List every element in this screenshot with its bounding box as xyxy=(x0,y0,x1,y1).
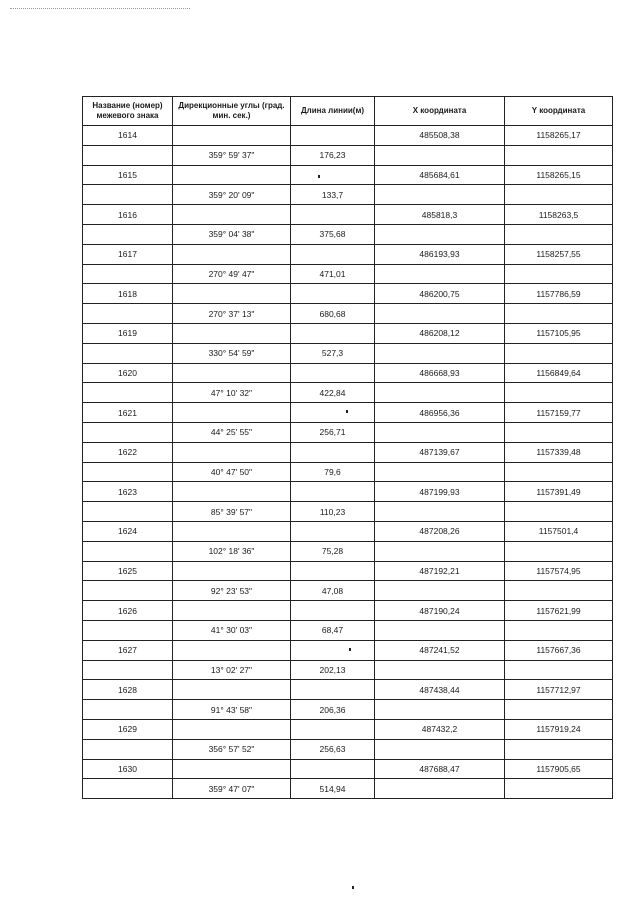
empty-x-cell xyxy=(375,541,505,561)
empty-y-cell xyxy=(505,660,613,680)
direction-angle-cell: 102° 18' 36" xyxy=(173,541,291,561)
empty-length-cell xyxy=(291,561,375,581)
empty-angle-cell xyxy=(173,403,291,423)
empty-length-cell xyxy=(291,680,375,700)
empty-name-cell xyxy=(83,422,173,442)
header-x: X координата xyxy=(375,97,505,126)
x-coordinate-cell: 487199,93 xyxy=(375,482,505,502)
direction-angle-cell: 47° 10' 32" xyxy=(173,383,291,403)
direction-angle-cell: 85° 39' 57" xyxy=(173,502,291,522)
segment-row xyxy=(83,343,613,363)
empty-y-cell xyxy=(505,383,613,403)
y-coordinate-cell: 1158265,15 xyxy=(505,165,613,185)
point-row xyxy=(83,323,613,343)
line-length-cell: 176,23 xyxy=(291,145,375,165)
empty-name-cell xyxy=(83,383,173,403)
empty-x-cell xyxy=(375,462,505,482)
empty-y-cell xyxy=(505,620,613,640)
empty-length-cell xyxy=(291,521,375,541)
point-name-cell: 1619 xyxy=(83,323,173,343)
empty-angle-cell xyxy=(173,126,291,146)
y-coordinate-cell: 1157621,99 xyxy=(505,601,613,621)
point-row xyxy=(83,205,613,225)
empty-length-cell xyxy=(291,719,375,739)
point-name-cell: 1626 xyxy=(83,601,173,621)
y-coordinate-cell: 1157391,49 xyxy=(505,482,613,502)
empty-y-cell xyxy=(505,343,613,363)
segment-row xyxy=(83,462,613,482)
point-row xyxy=(83,482,613,502)
y-coordinate-cell: 1157712,97 xyxy=(505,680,613,700)
direction-angle-cell: 13° 02' 27" xyxy=(173,660,291,680)
empty-length-cell xyxy=(291,363,375,383)
line-length-cell: 47,08 xyxy=(291,581,375,601)
direction-angle-cell: 91° 43' 58" xyxy=(173,700,291,720)
empty-y-cell xyxy=(505,224,613,244)
point-name-cell: 1627 xyxy=(83,640,173,660)
empty-angle-cell xyxy=(173,284,291,304)
empty-length-cell xyxy=(291,126,375,146)
x-coordinate-cell: 485684,61 xyxy=(375,165,505,185)
empty-name-cell xyxy=(83,739,173,759)
y-coordinate-cell: 1156849,64 xyxy=(505,363,613,383)
x-coordinate-cell: 487241,52 xyxy=(375,640,505,660)
empty-y-cell xyxy=(505,779,613,799)
empty-name-cell xyxy=(83,620,173,640)
x-coordinate-cell: 487432,2 xyxy=(375,719,505,739)
empty-length-cell xyxy=(291,284,375,304)
empty-name-cell xyxy=(83,700,173,720)
empty-angle-cell xyxy=(173,205,291,225)
empty-length-cell xyxy=(291,442,375,462)
point-row xyxy=(83,244,613,264)
segment-row xyxy=(83,383,613,403)
scan-speck xyxy=(346,410,348,413)
boundary-coordinates-table xyxy=(82,96,613,799)
empty-x-cell xyxy=(375,700,505,720)
point-name-cell: 1623 xyxy=(83,482,173,502)
segment-row xyxy=(83,304,613,324)
direction-angle-cell: 356° 57' 52" xyxy=(173,739,291,759)
direction-angle-cell: 359° 04' 38" xyxy=(173,224,291,244)
point-name-cell: 1621 xyxy=(83,403,173,423)
empty-x-cell xyxy=(375,581,505,601)
x-coordinate-cell: 485818,3 xyxy=(375,205,505,225)
y-coordinate-cell: 1158257,55 xyxy=(505,244,613,264)
empty-x-cell xyxy=(375,304,505,324)
empty-angle-cell xyxy=(173,165,291,185)
y-coordinate-cell: 1157105,95 xyxy=(505,323,613,343)
direction-angle-cell: 359° 20' 09" xyxy=(173,185,291,205)
empty-angle-cell xyxy=(173,323,291,343)
direction-angle-cell: 270° 49' 47" xyxy=(173,264,291,284)
empty-y-cell xyxy=(505,541,613,561)
line-length-cell: 375,68 xyxy=(291,224,375,244)
empty-x-cell xyxy=(375,660,505,680)
segment-row xyxy=(83,581,613,601)
empty-y-cell xyxy=(505,462,613,482)
empty-x-cell xyxy=(375,224,505,244)
x-coordinate-cell: 486956,36 xyxy=(375,403,505,423)
empty-name-cell xyxy=(83,264,173,284)
segment-row xyxy=(83,502,613,522)
empty-y-cell xyxy=(505,502,613,522)
x-coordinate-cell: 487688,47 xyxy=(375,759,505,779)
empty-name-cell xyxy=(83,541,173,561)
empty-name-cell xyxy=(83,304,173,324)
empty-y-cell xyxy=(505,264,613,284)
x-coordinate-cell: 487208,26 xyxy=(375,521,505,541)
y-coordinate-cell: 1157574,95 xyxy=(505,561,613,581)
empty-angle-cell xyxy=(173,244,291,264)
point-row xyxy=(83,719,613,739)
point-name-cell: 1624 xyxy=(83,521,173,541)
empty-x-cell xyxy=(375,145,505,165)
empty-angle-cell xyxy=(173,482,291,502)
empty-name-cell xyxy=(83,581,173,601)
empty-x-cell xyxy=(375,343,505,363)
segment-row xyxy=(83,660,613,680)
empty-length-cell xyxy=(291,205,375,225)
point-name-cell: 1615 xyxy=(83,165,173,185)
direction-angle-cell: 359° 59' 37" xyxy=(173,145,291,165)
direction-angle-cell: 40° 47' 50" xyxy=(173,462,291,482)
empty-y-cell xyxy=(505,145,613,165)
table-header-row xyxy=(83,97,613,126)
scan-speck xyxy=(349,648,351,651)
empty-x-cell xyxy=(375,502,505,522)
empty-x-cell xyxy=(375,620,505,640)
y-coordinate-cell: 1157905,65 xyxy=(505,759,613,779)
empty-angle-cell xyxy=(173,601,291,621)
empty-angle-cell xyxy=(173,719,291,739)
point-row xyxy=(83,363,613,383)
segment-row xyxy=(83,224,613,244)
direction-angle-cell: 330° 54' 59" xyxy=(173,343,291,363)
y-coordinate-cell: 1157339,48 xyxy=(505,442,613,462)
scan-artifact xyxy=(10,8,190,10)
empty-angle-cell xyxy=(173,561,291,581)
point-row xyxy=(83,442,613,462)
empty-name-cell xyxy=(83,185,173,205)
point-row xyxy=(83,561,613,581)
line-length-cell: 514,94 xyxy=(291,779,375,799)
line-length-cell: 256,63 xyxy=(291,739,375,759)
scan-speck xyxy=(318,175,320,178)
empty-x-cell xyxy=(375,383,505,403)
empty-length-cell xyxy=(291,165,375,185)
empty-y-cell xyxy=(505,422,613,442)
point-name-cell: 1614 xyxy=(83,126,173,146)
line-length-cell: 422,84 xyxy=(291,383,375,403)
x-coordinate-cell: 486200,75 xyxy=(375,284,505,304)
empty-length-cell xyxy=(291,759,375,779)
point-name-cell: 1629 xyxy=(83,719,173,739)
y-coordinate-cell: 1157667,36 xyxy=(505,640,613,660)
segment-row xyxy=(83,264,613,284)
x-coordinate-cell: 487190,24 xyxy=(375,601,505,621)
direction-angle-cell: 270° 37' 13" xyxy=(173,304,291,324)
empty-length-cell xyxy=(291,244,375,264)
point-name-cell: 1617 xyxy=(83,244,173,264)
empty-angle-cell xyxy=(173,680,291,700)
y-coordinate-cell: 1157501,4 xyxy=(505,521,613,541)
header-y: Y координата xyxy=(505,97,613,126)
point-row xyxy=(83,165,613,185)
line-length-cell: 79,6 xyxy=(291,462,375,482)
line-length-cell: 680,68 xyxy=(291,304,375,324)
empty-x-cell xyxy=(375,422,505,442)
point-row xyxy=(83,284,613,304)
empty-length-cell xyxy=(291,482,375,502)
direction-angle-cell: 41° 30' 03" xyxy=(173,620,291,640)
empty-angle-cell xyxy=(173,442,291,462)
empty-angle-cell xyxy=(173,759,291,779)
y-coordinate-cell: 1158263,5 xyxy=(505,205,613,225)
point-row xyxy=(83,680,613,700)
empty-name-cell xyxy=(83,502,173,522)
segment-row xyxy=(83,145,613,165)
empty-angle-cell xyxy=(173,363,291,383)
x-coordinate-cell: 487192,21 xyxy=(375,561,505,581)
line-length-cell: 75,28 xyxy=(291,541,375,561)
empty-y-cell xyxy=(505,185,613,205)
empty-angle-cell xyxy=(173,640,291,660)
x-coordinate-cell: 485508,38 xyxy=(375,126,505,146)
empty-angle-cell xyxy=(173,521,291,541)
scan-speck xyxy=(352,886,354,889)
x-coordinate-cell: 486193,93 xyxy=(375,244,505,264)
y-coordinate-cell: 1157919,24 xyxy=(505,719,613,739)
line-length-cell: 471,01 xyxy=(291,264,375,284)
line-length-cell: 527,3 xyxy=(291,343,375,363)
empty-length-cell xyxy=(291,601,375,621)
x-coordinate-cell: 486208,12 xyxy=(375,323,505,343)
line-length-cell: 206,36 xyxy=(291,700,375,720)
point-row xyxy=(83,126,613,146)
header-angle: Дирекционные углы (град. мин. сек.) xyxy=(173,97,291,126)
point-name-cell: 1616 xyxy=(83,205,173,225)
empty-x-cell xyxy=(375,185,505,205)
segment-row xyxy=(83,541,613,561)
header-name: Название (номер) межевого знака xyxy=(83,97,173,126)
segment-row xyxy=(83,185,613,205)
empty-length-cell xyxy=(291,403,375,423)
empty-y-cell xyxy=(505,581,613,601)
header-length: Длина линии(м) xyxy=(291,97,375,126)
segment-row xyxy=(83,700,613,720)
y-coordinate-cell: 1158265,17 xyxy=(505,126,613,146)
x-coordinate-cell: 487139,67 xyxy=(375,442,505,462)
line-length-cell: 68,47 xyxy=(291,620,375,640)
point-row xyxy=(83,601,613,621)
empty-y-cell xyxy=(505,304,613,324)
empty-x-cell xyxy=(375,739,505,759)
line-length-cell: 110,23 xyxy=(291,502,375,522)
x-coordinate-cell: 486668,93 xyxy=(375,363,505,383)
empty-name-cell xyxy=(83,224,173,244)
point-name-cell: 1618 xyxy=(83,284,173,304)
empty-y-cell xyxy=(505,700,613,720)
point-row xyxy=(83,521,613,541)
empty-x-cell xyxy=(375,779,505,799)
empty-name-cell xyxy=(83,343,173,363)
point-row xyxy=(83,759,613,779)
empty-name-cell xyxy=(83,145,173,165)
direction-angle-cell: 359° 47' 07" xyxy=(173,779,291,799)
point-name-cell: 1620 xyxy=(83,363,173,383)
y-coordinate-cell: 1157786,59 xyxy=(505,284,613,304)
segment-row xyxy=(83,739,613,759)
point-name-cell: 1625 xyxy=(83,561,173,581)
point-name-cell: 1628 xyxy=(83,680,173,700)
empty-name-cell xyxy=(83,462,173,482)
table-body xyxy=(83,126,613,799)
direction-angle-cell: 92° 23' 53" xyxy=(173,581,291,601)
line-length-cell: 133,7 xyxy=(291,185,375,205)
empty-length-cell xyxy=(291,640,375,660)
segment-row xyxy=(83,779,613,799)
point-name-cell: 1622 xyxy=(83,442,173,462)
empty-name-cell xyxy=(83,660,173,680)
point-name-cell: 1630 xyxy=(83,759,173,779)
line-length-cell: 202,13 xyxy=(291,660,375,680)
x-coordinate-cell: 487438,44 xyxy=(375,680,505,700)
empty-x-cell xyxy=(375,264,505,284)
y-coordinate-cell: 1157159,77 xyxy=(505,403,613,423)
segment-row xyxy=(83,620,613,640)
direction-angle-cell: 44° 25' 55" xyxy=(173,422,291,442)
empty-y-cell xyxy=(505,739,613,759)
segment-row xyxy=(83,422,613,442)
empty-length-cell xyxy=(291,323,375,343)
line-length-cell: 256,71 xyxy=(291,422,375,442)
empty-name-cell xyxy=(83,779,173,799)
point-row xyxy=(83,640,613,660)
